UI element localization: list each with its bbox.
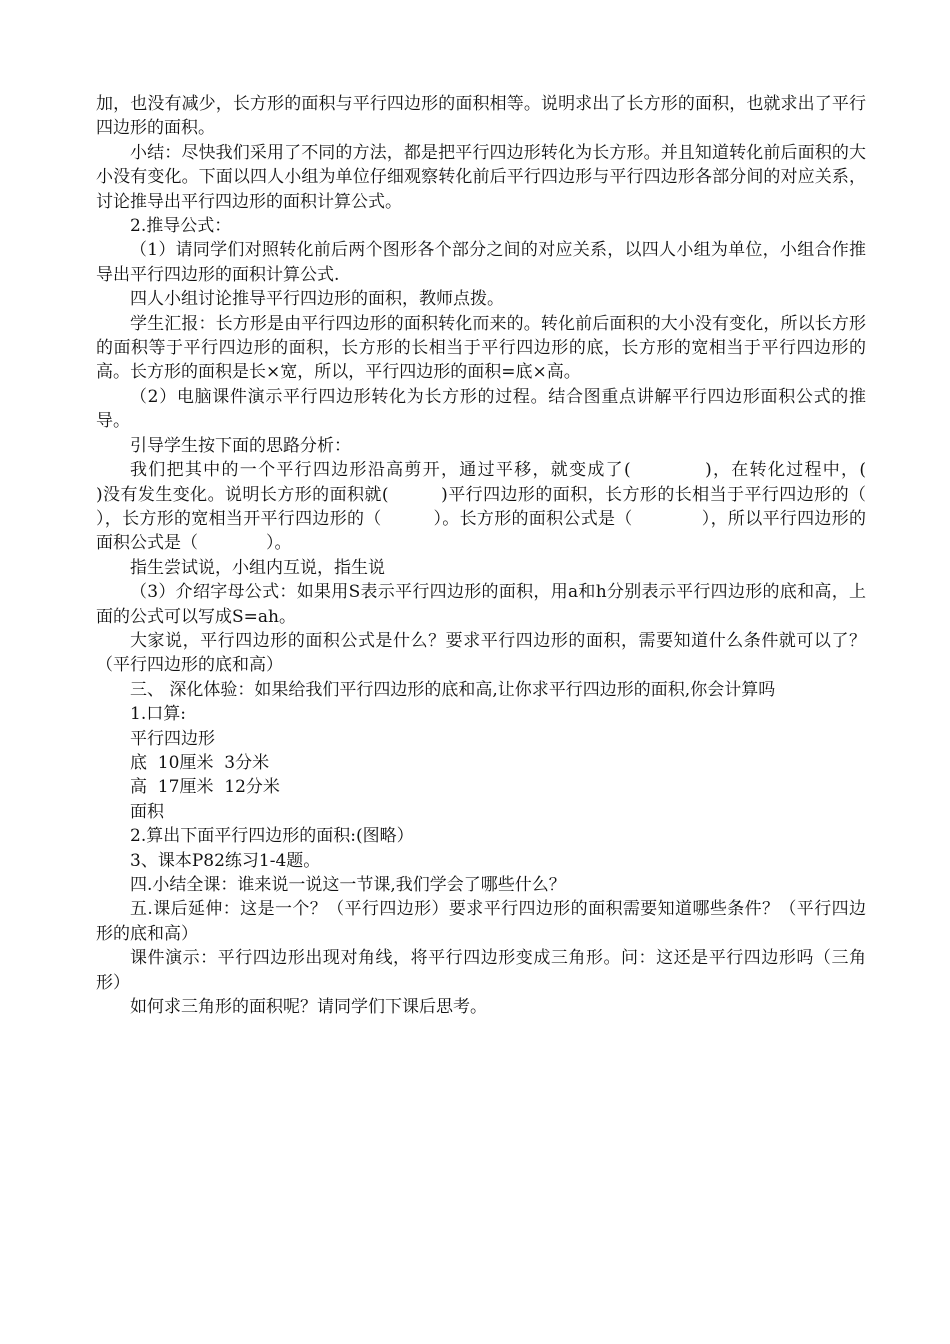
document-page <box>96 92 917 1019</box>
paragraph-step-1: （1）请同学们对照转化前后两个图形各个部分之间的对应关系，以四人小组为单位，小组合作推导出平行四边形的面积计算公式. <box>96 240 866 285</box>
paragraph-exercise-2: 2.算出下面平行四边形的面积:(图略） <box>130 826 414 847</box>
paragraph-try-saying: 指生尝试说，小组内互说，指生说 <box>130 557 385 578</box>
paragraph-summary: 小结：尽快我们采用了不同的方法，都是把平行四边形转化为长方形。并且知道转化前后面积的大小没有变化。下面以四人小组为单位仔细观察转化前后平行四边形与平行四边形各部分间的对应关系，讨论推导出平行四边形的面积计算公式。 <box>96 142 866 212</box>
paragraph-exercise-3: 3、课本P82练习1-4题。 <box>130 850 321 871</box>
paragraph-question: 大家说，平行四边形的面积公式是什么？要求平行四边形的面积，需要知道什么条件就可以了？（平行四边形的底和高） <box>96 630 866 676</box>
table-row-base: 底 10厘米 3分米 <box>130 752 270 773</box>
heading-section-4: 四.小结全课：谁来说一说这一节课,我们学会了哪些什么？ <box>130 875 566 895</box>
paragraph-fill-blanks: 我们把其中的一个平行四边形沿高剪开，通过平移，就变成了( )，在转化过程中，( )没有发生变化。说明长方形的面积就( )平行四边形的面积，长方形的长相当于平行四边形的（ ），长方形的宽相当开平行四边形的（ ）。长方形的面积公式是（ ），所以平行四边形的面积公式是（ ）。 <box>96 460 917 554</box>
heading-section-5: 五.课后延伸：这是一个？（平行四边形）要求平行四边形的面积需要知道哪些条件？（平行四边形的底和高） <box>96 899 866 944</box>
paragraph-guide: 引导学生按下面的思路分析： <box>130 435 351 456</box>
table-label-parallelogram: 平行四边形 <box>130 728 215 749</box>
paragraph-continuation: 加，也没有减少，长方形的面积与平行四边形的面积相等。说明求出了长方形的面积，也就求出了平行四边形的面积。 <box>96 94 866 139</box>
paragraph-step-3: （3）介绍字母公式：如果用S表示平行四边形的面积，用a和h分别表示平行四边形的底和高，上面的公式可以写成S=ah。 <box>96 582 866 627</box>
paragraph-closing: 如何求三角形的面积呢？请同学们下课后思考。 <box>130 997 487 1018</box>
heading-derive-formula: 2.推导公式： <box>130 216 232 237</box>
paragraph-group-discussion: 四人小组讨论推导平行四边形的面积，教师点拨。 <box>130 289 504 310</box>
paragraph-step-2: （2）电脑课件演示平行四边形转化为长方形的过程。结合图重点讲解平行四边形面积公式的推导。 <box>96 386 866 432</box>
paragraph-demo: 课件演示：平行四边形出现对角线，将平行四边形变成三角形。问：这还是平行四边形吗（三角形） <box>96 948 866 993</box>
table-row-height: 高 17厘米 12分米 <box>130 777 280 798</box>
table-row-area: 面积 <box>130 801 164 822</box>
heading-section-3: 三、 深化体验：如果给我们平行四边形的底和高,让你求平行四边形的面积,你会计算吗 <box>130 679 776 700</box>
heading-oral-calc: 1.口算: <box>130 704 186 725</box>
paragraph-student-report: 学生汇报：长方形是由平行四边形的面积转化而来的。转化前后面积的大小没有变化，所以长方形的面积等于平行四边形的面积，长方形的长相当于平行四边形的底，长方形的宽相当于平行四边形的高。长方形的面积是长×宽，所以，平行四边形的面积=底×高。 <box>96 313 866 383</box>
